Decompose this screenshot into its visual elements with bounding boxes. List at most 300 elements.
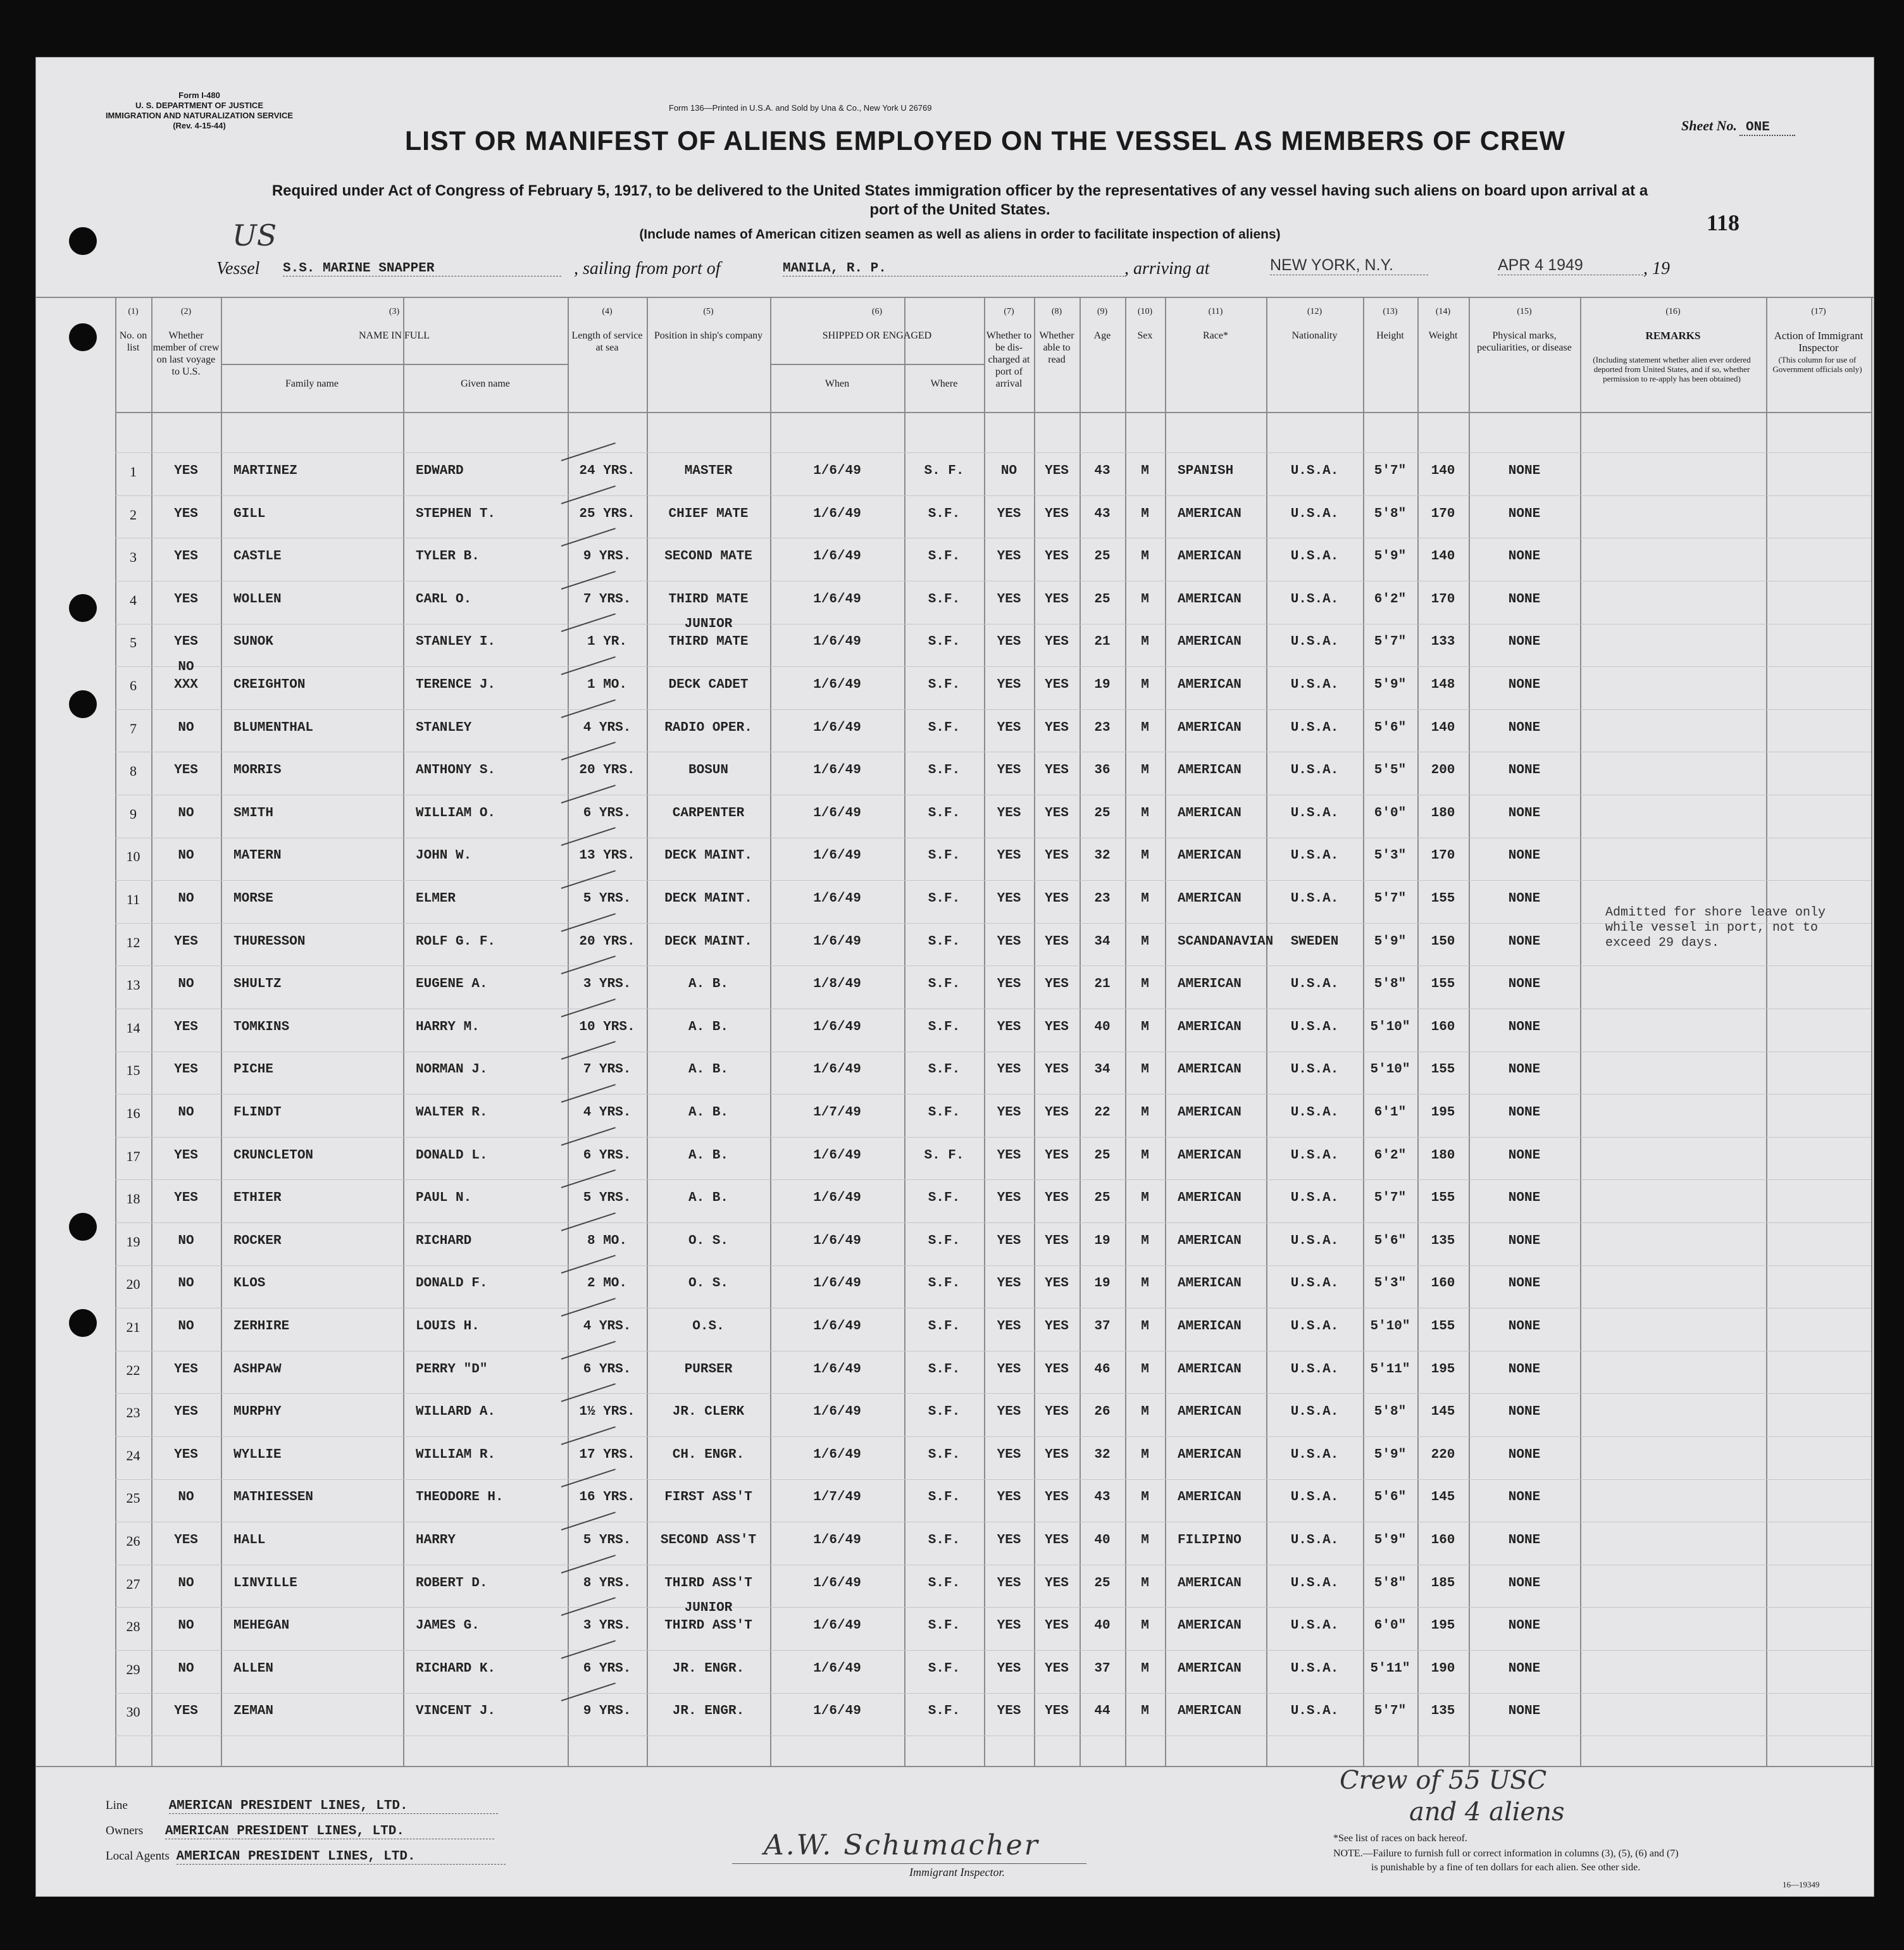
shipped-where: S.F. xyxy=(928,1020,961,1034)
row-rule xyxy=(115,666,1871,667)
age: 43 xyxy=(1094,1490,1111,1505)
family-name: WYLLIE xyxy=(233,1448,282,1462)
able-to-read: YES xyxy=(1045,1062,1069,1077)
given-name: NORMAN J. xyxy=(416,1062,488,1077)
crew-member-last-voyage: NO xyxy=(178,1661,194,1676)
family-name: ETHIER xyxy=(233,1191,282,1205)
given-name: EDWARD xyxy=(416,464,464,478)
length-of-service: 6 YRS. xyxy=(583,1362,632,1377)
height: 5'9" xyxy=(1374,1533,1407,1548)
row-number: 28 xyxy=(126,1618,140,1634)
height: 5'6" xyxy=(1374,1490,1407,1505)
column-sublabel: Given name xyxy=(461,378,510,389)
weight: 133 xyxy=(1431,635,1455,649)
sex: M xyxy=(1141,1661,1149,1676)
able-to-read: YES xyxy=(1045,464,1069,478)
sex: M xyxy=(1141,1618,1149,1633)
position: O. S. xyxy=(688,1234,728,1248)
race: AMERICAN xyxy=(1178,1148,1241,1163)
position: RADIO OPER. xyxy=(664,721,752,735)
column-rule xyxy=(1871,297,1872,1766)
row-rule xyxy=(115,1436,1871,1437)
column-number: (4) xyxy=(602,307,613,316)
able-to-read: YES xyxy=(1045,1319,1069,1334)
inspector-signature: A.W. Schumacher xyxy=(764,1829,1040,1861)
given-name: TYLER B. xyxy=(416,549,480,564)
to-be-discharged: YES xyxy=(997,1191,1021,1205)
age: 25 xyxy=(1094,1576,1111,1591)
age: 44 xyxy=(1094,1704,1111,1718)
nationality: U.S.A. xyxy=(1290,1191,1339,1205)
weight: 155 xyxy=(1431,1191,1455,1205)
weight: 148 xyxy=(1431,678,1455,692)
height: 5'9" xyxy=(1374,549,1407,564)
race: AMERICAN xyxy=(1178,507,1241,521)
to-be-discharged: YES xyxy=(997,1105,1021,1120)
row-rule xyxy=(115,1179,1871,1180)
age: 21 xyxy=(1094,977,1111,991)
to-be-discharged: YES xyxy=(997,1234,1021,1248)
row-number: 15 xyxy=(126,1062,140,1078)
column-rule xyxy=(770,297,771,1766)
crew-member-last-voyage: YES xyxy=(174,1533,198,1548)
given-name: DONALD F. xyxy=(416,1276,488,1291)
shipped-where: S.F. xyxy=(928,1362,961,1377)
column-label: NAME IN FULL xyxy=(359,330,430,341)
able-to-read: YES xyxy=(1045,1105,1069,1120)
length-of-service: 2 MO. xyxy=(587,1276,627,1291)
weight: 195 xyxy=(1431,1362,1455,1377)
shipped-when: 1/6/49 xyxy=(813,806,861,821)
family-name: LINVILLE xyxy=(233,1576,297,1591)
height: 5'9" xyxy=(1374,1448,1407,1462)
race: AMERICAN xyxy=(1178,678,1241,692)
service: IMMIGRATION AND NATURALIZATION SERVICE xyxy=(105,111,294,120)
race: AMERICAN xyxy=(1178,635,1241,649)
position: FIRST ASS'T xyxy=(664,1490,752,1505)
weight: 145 xyxy=(1431,1490,1455,1505)
race: AMERICAN xyxy=(1178,549,1241,564)
remarks-line: Admitted for shore leave only xyxy=(1605,905,1826,920)
family-name: THURESSON xyxy=(233,935,306,949)
shipped-when: 1/6/49 xyxy=(813,1448,861,1462)
shipped-where: S.F. xyxy=(928,763,961,778)
to-be-discharged: YES xyxy=(997,806,1021,821)
to-be-discharged: YES xyxy=(997,1704,1021,1718)
sex: M xyxy=(1141,1704,1149,1718)
able-to-read: YES xyxy=(1045,763,1069,778)
family-name: MATHIESSEN xyxy=(233,1490,314,1505)
shipped-where: S.F. xyxy=(928,848,961,863)
nationality: U.S.A. xyxy=(1290,464,1339,478)
race: AMERICAN xyxy=(1178,1062,1241,1077)
able-to-read: YES xyxy=(1045,1704,1069,1718)
nationality: U.S.A. xyxy=(1290,635,1339,649)
shipped-when: 1/6/49 xyxy=(813,891,861,906)
to-be-discharged: YES xyxy=(997,1405,1021,1419)
shipped-when: 1/6/49 xyxy=(813,464,861,478)
column-rule xyxy=(1080,297,1081,1766)
given-name: DONALD L. xyxy=(416,1148,488,1163)
shipped-when: 1/6/49 xyxy=(813,1191,861,1205)
note-line-1: NOTE.—Failure to furnish full or correct information in columns (3), (5), (6) and (7) xyxy=(1333,1848,1679,1859)
given-name: STEPHEN T. xyxy=(416,507,496,521)
sex: M xyxy=(1141,1020,1149,1034)
age: 19 xyxy=(1094,678,1111,692)
position: JR. CLERK xyxy=(672,1405,745,1419)
given-name: HARRY xyxy=(416,1533,456,1548)
shipped-where: S.F. xyxy=(928,977,961,991)
length-of-service: 6 YRS. xyxy=(583,1148,632,1163)
weight: 170 xyxy=(1431,592,1455,607)
age: 34 xyxy=(1094,1062,1111,1077)
crew-member-last-voyage: NO xyxy=(178,1105,194,1120)
column-rule xyxy=(984,297,985,1766)
header-bottom-rule xyxy=(115,412,1871,413)
row-number: 24 xyxy=(126,1448,140,1463)
nationality: U.S.A. xyxy=(1290,1661,1339,1676)
given-name: EUGENE A. xyxy=(416,977,488,991)
race: AMERICAN xyxy=(1178,1362,1241,1377)
physical-marks: NONE xyxy=(1508,1062,1541,1077)
given-name: WILLARD A. xyxy=(416,1405,496,1419)
row-number: 21 xyxy=(126,1319,140,1335)
race: SCANDANAVIAN xyxy=(1178,935,1274,949)
shipped-when: 1/6/49 xyxy=(813,1020,861,1034)
row-number: 7 xyxy=(130,721,137,736)
family-name: ASHPAW xyxy=(233,1362,282,1377)
weight: 195 xyxy=(1431,1618,1455,1633)
position: SECOND MATE xyxy=(664,549,752,564)
nationality: U.S.A. xyxy=(1290,1405,1339,1419)
row-rule xyxy=(115,1650,1871,1651)
position: A. B. xyxy=(688,1148,728,1163)
family-name: CREIGHTON xyxy=(233,678,306,692)
weight: 160 xyxy=(1431,1020,1455,1034)
able-to-read: YES xyxy=(1045,806,1069,821)
able-to-read: YES xyxy=(1045,1533,1069,1548)
column-label: Length of service at sea xyxy=(571,330,643,353)
shipped-where: S.F. xyxy=(928,1191,961,1205)
length-of-service: 4 YRS. xyxy=(583,1105,632,1120)
sex: M xyxy=(1141,635,1149,649)
age: 21 xyxy=(1094,635,1111,649)
family-name: FLINDT xyxy=(233,1105,282,1120)
race: FILIPINO xyxy=(1178,1533,1241,1548)
shipped-when: 1/6/49 xyxy=(813,1148,861,1163)
port-from: MANILA, R. P. xyxy=(783,261,1124,276)
given-name: TERENCE J. xyxy=(416,678,496,692)
able-to-read: YES xyxy=(1045,1661,1069,1676)
family-name: SUNOK xyxy=(233,635,274,649)
to-be-discharged: YES xyxy=(997,891,1021,906)
department: U. S. DEPARTMENT OF JUSTICE xyxy=(135,101,263,110)
sex: M xyxy=(1141,1148,1149,1163)
able-to-read: YES xyxy=(1045,1276,1069,1291)
nationality: U.S.A. xyxy=(1290,1105,1339,1120)
weight: 135 xyxy=(1431,1704,1455,1718)
able-to-read: YES xyxy=(1045,848,1069,863)
column-rule xyxy=(647,297,648,1766)
length-of-service: 8 YRS. xyxy=(583,1576,632,1591)
footer-line xyxy=(106,1799,498,1814)
remarks-line: while vessel in port, not to xyxy=(1605,921,1819,935)
nationality: U.S.A. xyxy=(1290,549,1339,564)
to-be-discharged: YES xyxy=(997,635,1021,649)
column-rule xyxy=(1469,297,1470,1766)
length-of-service: 9 YRS. xyxy=(583,1704,632,1718)
age: 19 xyxy=(1094,1234,1111,1248)
race: AMERICAN xyxy=(1178,977,1241,991)
length-of-service: 4 YRS. xyxy=(583,721,632,735)
family-name: CASTLE xyxy=(233,549,282,564)
physical-marks: NONE xyxy=(1508,1661,1541,1676)
shipped-where: S.F. xyxy=(928,1405,961,1419)
length-of-service: 1 YR. xyxy=(587,635,627,649)
physical-marks: NONE xyxy=(1508,1448,1541,1462)
physical-marks: NONE xyxy=(1508,1576,1541,1591)
column-label: REMARKS xyxy=(1645,330,1701,342)
sex: M xyxy=(1141,763,1149,778)
race: AMERICAN xyxy=(1178,1276,1241,1291)
position: PURSER xyxy=(684,1362,733,1377)
to-be-discharged: NO xyxy=(1000,464,1017,478)
nationality: U.S.A. xyxy=(1290,1490,1339,1505)
column-label: Action of Immigrant Inspector xyxy=(1774,330,1864,354)
length-of-service: 5 YRS. xyxy=(583,1533,632,1548)
crew-member-last-voyage: NO xyxy=(178,848,194,863)
shipped-when: 1/7/49 xyxy=(813,1490,861,1505)
able-to-read: YES xyxy=(1045,1448,1069,1462)
height: 5'7" xyxy=(1374,1191,1407,1205)
age: 46 xyxy=(1094,1362,1111,1377)
family-name: MORSE xyxy=(233,891,274,906)
position: CHIEF MATE xyxy=(668,507,749,521)
column-number: (9) xyxy=(1097,307,1108,316)
height: 5'11" xyxy=(1370,1362,1410,1377)
age: 25 xyxy=(1094,1148,1111,1163)
height: 6'0" xyxy=(1374,1618,1407,1633)
sex: M xyxy=(1141,1191,1149,1205)
to-be-discharged: YES xyxy=(997,721,1021,735)
position: A. B. xyxy=(688,1191,728,1205)
height: 5'10" xyxy=(1370,1020,1410,1034)
shipped-when: 1/6/49 xyxy=(813,721,861,735)
row-number: 11 xyxy=(126,891,140,907)
to-be-discharged: YES xyxy=(997,1490,1021,1505)
able-to-read: YES xyxy=(1045,977,1069,991)
weight: 160 xyxy=(1431,1276,1455,1291)
crew-member-last-voyage: YES xyxy=(174,1448,198,1462)
height: 5'7" xyxy=(1374,891,1407,906)
nationality: U.S.A. xyxy=(1290,1319,1339,1334)
crew-member-last-voyage: NO xyxy=(178,1276,194,1291)
length-of-service: 6 YRS. xyxy=(583,1661,632,1676)
race: AMERICAN xyxy=(1178,721,1241,735)
given-name: WILLIAM R. xyxy=(416,1448,496,1462)
age: 22 xyxy=(1094,1105,1111,1120)
shipped-when: 1/8/49 xyxy=(813,977,861,991)
position: A. B. xyxy=(688,1105,728,1120)
row-rule xyxy=(115,1094,1871,1095)
row-number: 2 xyxy=(130,507,137,523)
height: 5'7" xyxy=(1374,464,1407,478)
physical-marks: NONE xyxy=(1508,1105,1541,1120)
family-name: GILL xyxy=(233,507,266,521)
height: 5'6" xyxy=(1374,721,1407,735)
to-be-discharged: YES xyxy=(997,1618,1021,1633)
height: 5'10" xyxy=(1370,1062,1410,1077)
age: 25 xyxy=(1094,592,1111,607)
column-sublabel: Where xyxy=(930,378,958,389)
to-be-discharged: YES xyxy=(997,1020,1021,1034)
sheet-value: ONE xyxy=(1739,120,1795,136)
sex: M xyxy=(1141,1062,1149,1077)
sex: M xyxy=(1141,891,1149,906)
column-number: (3) xyxy=(389,307,400,316)
sex: M xyxy=(1141,1362,1149,1377)
row-rule xyxy=(115,1607,1871,1608)
age: 25 xyxy=(1094,549,1111,564)
arriving-label: , arriving at xyxy=(1124,259,1210,278)
sex: M xyxy=(1141,1276,1149,1291)
weight: 170 xyxy=(1431,848,1455,863)
nationality: U.S.A. xyxy=(1290,1362,1339,1377)
height: 6'2" xyxy=(1374,1148,1407,1163)
nationality: U.S.A. xyxy=(1290,1704,1339,1718)
position: SECOND ASS'T xyxy=(660,1533,757,1548)
instruction-line: (Include names of American citizen seamen as well as aliens in order to facilitate inspection of aliens) xyxy=(639,227,1281,242)
row-rule xyxy=(115,1393,1871,1394)
race: AMERICAN xyxy=(1178,806,1241,821)
column-number: (17) xyxy=(1811,307,1826,316)
shipped-when: 1/6/49 xyxy=(813,848,861,863)
shipped-when: 1/6/49 xyxy=(813,592,861,607)
crew-member-last-voyage: NO xyxy=(178,721,194,735)
column-rule xyxy=(1580,297,1581,1766)
shipped-where: S.F. xyxy=(928,806,961,821)
physical-marks: NONE xyxy=(1508,464,1541,478)
shipped-where: S.F. xyxy=(928,1704,961,1718)
height: 5'8" xyxy=(1374,1405,1407,1419)
given-name: ROLF G. F. xyxy=(416,935,496,949)
family-name: SHULTZ xyxy=(233,977,282,991)
row-number: 16 xyxy=(126,1105,140,1121)
position: JR. ENGR. xyxy=(672,1704,745,1718)
position: MASTER xyxy=(684,464,733,478)
position: A. B. xyxy=(688,977,728,991)
weight: 150 xyxy=(1431,935,1455,949)
physical-marks: NONE xyxy=(1508,678,1541,692)
row-rule xyxy=(115,1693,1871,1694)
sex: M xyxy=(1141,592,1149,607)
shipped-when: 1/6/49 xyxy=(813,1062,861,1077)
weight: 155 xyxy=(1431,977,1455,991)
length-of-service: 10 YRS. xyxy=(579,1020,635,1034)
race: AMERICAN xyxy=(1178,592,1241,607)
length-of-service: 3 YRS. xyxy=(583,1618,632,1633)
crew-member-last-voyage: YES xyxy=(174,592,198,607)
physical-marks: NONE xyxy=(1508,1618,1541,1633)
shipped-where: S.F. xyxy=(928,1533,961,1548)
column-label: Whether able to read xyxy=(1039,330,1074,365)
row-rule xyxy=(115,452,1871,453)
shipped-when: 1/6/49 xyxy=(813,1661,861,1676)
signature-line xyxy=(732,1863,1086,1864)
family-name: MARTINEZ xyxy=(233,464,297,478)
column-number: (8) xyxy=(1051,307,1062,316)
nationality: U.S.A. xyxy=(1290,1618,1339,1633)
height: 5'9" xyxy=(1374,935,1407,949)
position: THIRD ASS'T xyxy=(664,1618,752,1633)
row-rule xyxy=(115,880,1871,881)
crew-member-last-voyage: NO xyxy=(178,891,194,906)
row-number: 12 xyxy=(126,935,140,950)
column-rule xyxy=(1125,297,1126,1766)
shipped-where: S.F. xyxy=(928,1490,961,1505)
age: 25 xyxy=(1094,806,1111,821)
column-rule xyxy=(1034,297,1035,1766)
to-be-discharged: YES xyxy=(997,1062,1021,1077)
shipped-when: 1/6/49 xyxy=(813,1533,861,1548)
row-rule xyxy=(115,1479,1871,1480)
column-label: SHIPPED OR ENGAGED xyxy=(822,330,932,341)
vessel-label: Vessel xyxy=(216,259,260,278)
sex: M xyxy=(1141,1490,1149,1505)
shipped-where: S.F. xyxy=(928,1276,961,1291)
nationality: U.S.A. xyxy=(1290,1448,1339,1462)
crew-member-last-voyage: NO xyxy=(178,1490,194,1505)
sex: M xyxy=(1141,977,1149,991)
manifest-sheet xyxy=(35,57,1874,1897)
row-number: 10 xyxy=(126,848,140,864)
sex: M xyxy=(1141,1105,1149,1120)
row-number: 27 xyxy=(126,1576,140,1592)
shipped-where: S.F. xyxy=(928,1105,961,1120)
age: 36 xyxy=(1094,763,1111,778)
sex: M xyxy=(1141,721,1149,735)
weight: 155 xyxy=(1431,891,1455,906)
nationality: U.S.A. xyxy=(1290,806,1339,821)
position: CH. ENGR. xyxy=(672,1448,745,1462)
crew-member-last-voyage: NO xyxy=(178,977,194,991)
physical-marks: NONE xyxy=(1508,891,1541,906)
height: 5'9" xyxy=(1374,678,1407,692)
shipped-when: 1/6/49 xyxy=(813,1319,861,1334)
column-sublabel: When xyxy=(824,378,850,389)
note-line-2: is punishable by a fine of ten dollars for each alien. See other side. xyxy=(1371,1862,1641,1873)
revision: (Rev. 4-15-44) xyxy=(173,121,226,130)
age: 34 xyxy=(1094,935,1111,949)
physical-marks: NONE xyxy=(1508,763,1541,778)
column-rule xyxy=(1165,297,1166,1766)
crew-member-last-voyage: XXX xyxy=(174,678,198,692)
able-to-read: YES xyxy=(1045,678,1069,692)
row-number: 9 xyxy=(130,806,137,822)
length-of-service: 4 YRS. xyxy=(583,1319,632,1334)
weight: 140 xyxy=(1431,721,1455,735)
race: AMERICAN xyxy=(1178,1319,1241,1334)
shipped-where: S.F. xyxy=(928,635,961,649)
length-of-service: 1 MO. xyxy=(587,678,627,692)
physical-marks: NONE xyxy=(1508,977,1541,991)
to-be-discharged: YES xyxy=(997,678,1021,692)
able-to-read: YES xyxy=(1045,1020,1069,1034)
position: THIRD ASS'T xyxy=(664,1576,752,1591)
physical-marks: NONE xyxy=(1508,1362,1541,1377)
length-of-service: 20 YRS. xyxy=(579,763,635,778)
weight: 160 xyxy=(1431,1533,1455,1548)
